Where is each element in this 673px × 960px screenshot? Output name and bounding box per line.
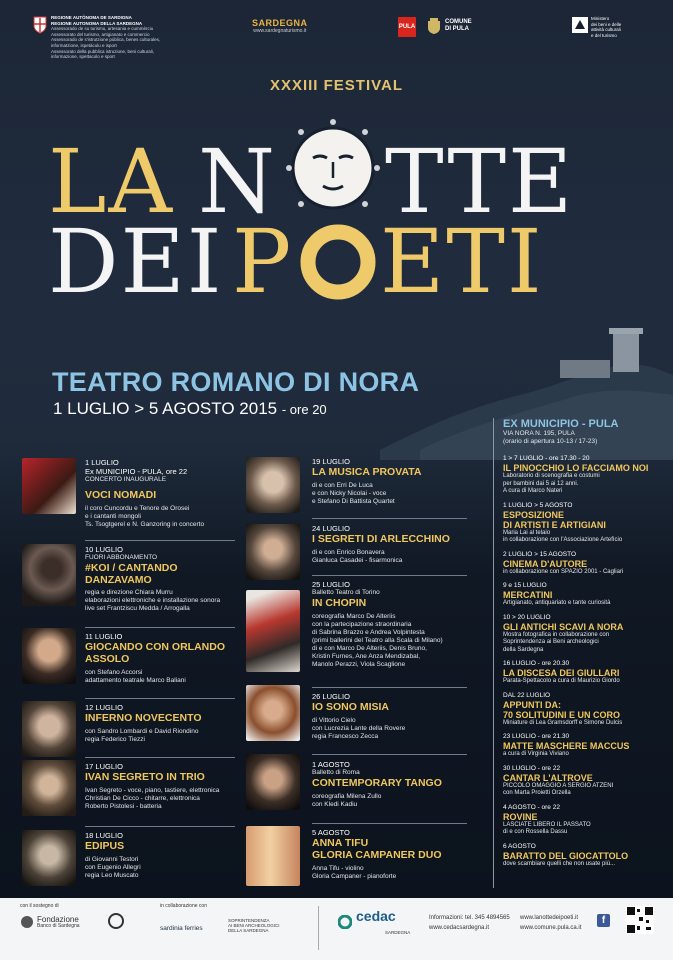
right-event-title: ROVINE: [503, 811, 538, 822]
right-event-title: GLI ANTICHI SCAVI A NORA: [503, 621, 624, 632]
right-event-title: 70 SOLITUDINI E UN CORO: [503, 709, 621, 720]
event-detail: Kristin Furnes, Ane Anza Mendizabal,: [312, 653, 421, 660]
right-event-detail: per bambini dai 5 ai 12 anni.: [503, 480, 579, 487]
event-title: IN CHOPIN: [312, 597, 367, 609]
region-line: Assessorado de su turismu, artesania e cummèrciu: [51, 26, 154, 32]
event-title: I SEGRETI DI ARLECCHINO: [312, 533, 450, 545]
divider: [312, 518, 467, 519]
right-event-detail: in collaborazione con SPAZIO 2001 - Cagliari: [503, 568, 624, 575]
right-event-date: 1 > 7 LUGLIO - ore 17.30 - 20: [503, 455, 590, 462]
event-date: 1 AGOSTO: [312, 760, 350, 769]
event-detail: il coro Cuncordu e Tenore de Orosei: [85, 505, 190, 512]
event-title: DANZAVAMO: [85, 574, 152, 586]
info-phone: Informazioni: tel. 345 4894565: [429, 915, 510, 921]
ministero-line: e del turismo: [591, 32, 617, 38]
event-photo: [22, 628, 76, 684]
event-photo: [246, 754, 300, 810]
right-event-detail: di e con Rossella Dassu: [503, 829, 568, 835]
right-event-title: IL PINOCCHIO LO FACCIAMO NOI: [503, 463, 649, 473]
event-date: 5 AGOSTO: [312, 828, 350, 837]
event-detail: regia Francesco Zecca: [312, 733, 379, 740]
sardegna-url: www.sardegnaturismo.it: [253, 28, 307, 34]
event-detail: di e con Erri De Luca: [312, 482, 373, 489]
right-event: [503, 455, 663, 496]
footer-sponsors: [0, 898, 673, 960]
right-event-detail: della Sardegna: [503, 646, 544, 653]
right-event-title: ESPOSIZIONE: [503, 509, 565, 520]
event-detail: regia Leo Muscato: [85, 872, 139, 879]
moon-face-icon: [283, 118, 383, 218]
event-date: 18 LUGLIO: [85, 831, 123, 840]
right-event-title: CINEMA D'AUTORE: [503, 558, 588, 569]
event-date: 26 LUGLIO: [312, 692, 350, 701]
title-notte-tte: TTE: [385, 130, 575, 233]
right-event: [503, 843, 663, 869]
divider: [85, 627, 235, 628]
right-items-list: [503, 455, 663, 874]
event-detail: di Giovanni Testori: [85, 856, 139, 863]
right-event-detail: LASCIATE LIBERO IL PASSATO: [503, 821, 591, 828]
right-event-title: APPUNTI DA:: [503, 699, 561, 710]
region-line: Assessorado de s'istrutzione pùblica, benes culturales,: [51, 37, 161, 43]
event-date: 17 LUGLIO: [85, 762, 123, 771]
event-tag: Balletto di Roma: [312, 769, 360, 776]
region-line: informazione, spettacolo e sport: [51, 54, 115, 60]
event-title: IO SONO MISIA: [312, 701, 390, 713]
collab-label: in collaborazione con: [160, 903, 207, 909]
right-event: [503, 582, 663, 608]
sardinia-ferries-logo: sardinia ferries: [160, 925, 203, 932]
right-event-date: 6 AGOSTO: [503, 842, 536, 850]
region-line: Assessorato del turismo, artigianato e commercio: [51, 31, 150, 37]
title-poeti-p: P: [232, 210, 292, 313]
event-detail: Christian De Cicco - chitarre, elettronica: [85, 795, 200, 802]
event-photo: [22, 458, 76, 514]
right-event-date: 9 e 15 LUGLIO: [503, 582, 547, 589]
right-event-title: DI ARTISTI E ARTIGIANI: [503, 519, 606, 530]
event-title: IVAN SEGRETO IN TRIO: [85, 771, 205, 783]
ministero-line: attività culturali: [591, 27, 621, 33]
event-photo: [246, 685, 300, 741]
title-dei: DEI: [48, 210, 224, 313]
title-poeti-eti: ETI: [380, 210, 544, 313]
right-event-date: 23 LUGLIO - ore 21.30: [503, 733, 570, 740]
fondazione-line: Banco di Sardegna: [37, 923, 80, 929]
right-event: [503, 502, 663, 545]
event-detail: Roberto Pistolesi - batteria: [85, 803, 162, 810]
right-event: [503, 692, 663, 728]
right-event-detail: Maria Lai al telaio: [503, 529, 551, 536]
right-event-title: CANTAR L'ALTROVE: [503, 772, 593, 783]
event-detail: con la partecipazione straordinaria: [312, 621, 412, 628]
event-title: VOCI NOMADI: [85, 489, 157, 501]
event-date: 25 LUGLIO: [312, 580, 350, 589]
event-title: INFERNO NOVECENTO: [85, 712, 202, 724]
event-detail: di e con Enrico Bonavera: [312, 549, 385, 556]
right-event-date: 16 LUGLIO - ore 20.30: [503, 660, 570, 667]
ex-municipio-program: [503, 418, 663, 445]
event-photo: [246, 524, 300, 580]
festival-dates: [53, 399, 327, 419]
event-detail: regia Federico Tiezzi: [85, 736, 145, 743]
right-event: [503, 551, 663, 577]
right-event-date: 4 AGOSTO - ore 22: [503, 803, 560, 811]
ministero-line: Ministero: [591, 16, 610, 21]
right-event-title: LA DISCESA DEI GIULLARI: [503, 668, 620, 678]
fondazione-logo-icon: [20, 915, 34, 929]
right-address: (orario di apertura 10-13 / 17-23): [503, 437, 598, 445]
ministero-logo-icon: [572, 17, 588, 33]
event-detail: live set Frantziscu Medda / Arrogalla: [85, 605, 190, 612]
event-detail: con Eugenio Allegri: [85, 864, 141, 871]
soprintendenza-line: SOPRINTENDENZA: [228, 918, 270, 923]
qr-code-icon: [626, 906, 654, 934]
event-detail: con Kledi Kadiu: [312, 801, 358, 808]
region-line: REGIONE AUTONOMA DELLA SARDEGNA: [51, 20, 143, 26]
right-event-detail: Laboratorio di scenografia e costumi: [503, 473, 600, 479]
comune-website[interactable]: www.comune.pula.ca.it: [520, 925, 582, 931]
fondazione-name: [37, 916, 80, 930]
event-photo: [246, 826, 300, 886]
event-detail: elaborazioni elettroniche e installazione sonora: [85, 597, 221, 604]
right-event-detail: con Marta Proietti Orzella: [503, 790, 571, 796]
event-title: CONTEMPORARY TANGO: [312, 777, 442, 789]
event-detail: coreografia Milena Zullo: [312, 793, 382, 800]
event-detail: adattamento teatrale Marco Baliani: [85, 677, 186, 684]
event-tag: FUORI ABBONAMENTO: [85, 554, 158, 561]
date-time: - ore 20: [281, 402, 327, 417]
event-detail: Manolo Perazzi, Viola Scaglione: [312, 661, 406, 668]
title-la: LA: [48, 130, 174, 233]
divider: [85, 698, 235, 699]
event-detail: Anna Tifu - violino: [312, 865, 364, 872]
region-text: [51, 15, 191, 60]
region-line: informatzione, ispetàculu e isport: [51, 42, 117, 48]
date-range: 1 LUGLIO > 5 AGOSTO 2015: [53, 399, 278, 418]
event-detail: con Stefano Accorsi: [85, 669, 143, 676]
footer-divider: [318, 906, 319, 950]
event-detail: con Sandro Lombardi e David Riondino: [85, 728, 199, 735]
right-event-detail: PICCOLO OMAGGIO A SERGIO ATZENI: [503, 782, 614, 789]
title-notte-n: N: [198, 130, 275, 233]
event-title: ANNA TIFU: [312, 837, 369, 849]
facebook-icon[interactable]: f: [597, 914, 610, 927]
right-event-detail: Parata-Spettacolo a cura di Maurizio Giordo: [503, 678, 620, 684]
fondazione-line: Fondazione: [37, 915, 79, 924]
divider: [85, 757, 235, 758]
support-label: con il sostegno di: [20, 903, 59, 909]
region-line: REGIONE AUTÒNOMA DE SARDIGNA: [51, 15, 132, 20]
event-detail: con Lucrezia Lante della Rovere: [312, 725, 406, 732]
comune-label: [445, 19, 472, 33]
event-photo: [22, 701, 76, 757]
event-photo: [22, 544, 76, 606]
event-date: 1 LUGLIO: [85, 458, 119, 467]
festival-edition: XXXIII FESTIVAL: [269, 77, 404, 94]
divider: [312, 754, 467, 755]
right-event-date: 2 LUGLIO > 15 AGOSTO: [503, 550, 577, 558]
right-event-date: 1 LUGLIO > 5 AGOSTO: [503, 501, 573, 509]
comune-line: COMUNE: [445, 19, 472, 25]
sardegna-logo: [252, 18, 308, 34]
event-tag: CONCERTO INAUGURALE: [85, 476, 167, 483]
right-event-title: MERCATINI: [503, 590, 553, 600]
soprintendenza-logo: [228, 918, 280, 933]
event-detail: di e con Marco De Alteriis, Denis Bruno,: [312, 645, 427, 652]
event-title: EDIPUS: [85, 840, 125, 852]
right-event: [503, 733, 663, 759]
sponsor-header: [0, 0, 673, 60]
right-event: [503, 765, 663, 798]
event-title: LA MUSICA PROVATA: [312, 466, 422, 478]
event-tag: Balletto Teatro di Torino: [312, 589, 380, 596]
soprintendenza-line: DELLA SARDEGNA: [228, 928, 269, 933]
right-event-title: MATTE MASCHERE MACCUS: [503, 741, 630, 751]
title-o-ring-icon: [298, 222, 378, 302]
event-detail: coreografia Marco De Alteriis: [312, 613, 396, 620]
event-venue: Ex MUNICIPIO - PULA, ore 22: [85, 467, 188, 476]
right-event-date: DAL 22 LUGLIO: [503, 691, 551, 699]
event-detail: (primi ballerini del Teatro alla Scala di Milano): [312, 637, 443, 644]
divider: [312, 687, 467, 688]
event-title: ASSOLO: [85, 653, 130, 665]
region-crest-icon: [33, 16, 47, 34]
venue-title: TEATRO ROMANO DI NORA: [52, 367, 420, 397]
divider: [312, 823, 467, 824]
cedac-name: cedac: [356, 908, 396, 924]
event-photo: [246, 590, 300, 672]
right-event-detail: Soprintendenza ai Beni archeologici: [503, 639, 599, 645]
comune-line: DI PULA: [445, 26, 469, 32]
event-photo: [22, 830, 76, 886]
divider: [312, 575, 467, 576]
event-title: #KOI / CANTANDO: [85, 562, 178, 574]
event-photo: [22, 760, 76, 816]
event-title: GLORIA CAMPANER DUO: [312, 849, 442, 861]
event-detail: Ts. Tsogtgerel e N. Ganzoring in concerto: [85, 521, 205, 528]
divider: [85, 540, 235, 541]
divider: [85, 826, 235, 827]
cedac-logo-icon: [338, 915, 352, 929]
event-detail: di Vittorio Cielo: [312, 717, 356, 724]
sardegna-brand: SARDEGNA: [252, 18, 308, 28]
ministero-line: dei beni e delle: [591, 21, 622, 27]
cedac-website: www.cedacsardegna.it: [429, 925, 490, 931]
right-event: [503, 614, 663, 655]
event-date: 19 LUGLIO: [312, 457, 350, 466]
right-event-detail: Artigianato, antiquariato e tante curiosità: [503, 600, 611, 606]
right-event-date: 30 LUGLIO - ore 22: [503, 764, 561, 772]
right-venue: EX MUNICIPIO - PULA: [503, 418, 619, 430]
event-date: 12 LUGLIO: [85, 703, 123, 712]
pula-logo: PULA: [398, 17, 416, 37]
right-event: [503, 660, 663, 686]
event-detail: Gianluca Casadei - fisarmonica: [312, 557, 403, 564]
event-photo: [246, 457, 300, 513]
seal-logo-icon: [107, 912, 125, 934]
event-date: 10 LUGLIO: [85, 545, 123, 554]
ministero-text: [591, 16, 661, 38]
event-detail: Ivan Segreto - voce, piano, tastiere, elettronica: [85, 787, 220, 794]
event-detail: e con Nicky Nicolai - voce: [312, 490, 387, 497]
event-detail: e Stefano Di Battista Quartet: [312, 498, 395, 505]
right-event-date: 10 > 20 LUGLIO: [503, 613, 551, 621]
right-event-detail: in collaborazione con l'Associazione Artefìcio: [503, 537, 623, 543]
right-event-detail: a cura di Virginia Viviano: [503, 751, 569, 757]
right-event-detail: Miniature di Lea Gramsdorff e Simone Dulcis: [503, 719, 623, 726]
event-detail: di Sabrina Brazzo e Andrea Volpintesta: [312, 629, 425, 636]
soprintendenza-line: AI BENI ARCHEOLOGICI: [228, 923, 280, 928]
event-detail: Gloria Campaner - pianoforte: [312, 873, 397, 880]
right-event-detail: Mostra fotografica in collaborazione con: [503, 631, 610, 638]
comune-crest-icon: [427, 17, 441, 35]
right-event-detail: A cura di Marco Nateri: [503, 488, 563, 494]
column-divider: [493, 418, 494, 888]
right-event-title: BARATTO DEL GIOCATTOLO: [503, 850, 629, 861]
event-date: 11 LUGLIO: [85, 632, 123, 641]
right-event-detail: dove scambiare quelli che non usate più...: [503, 860, 616, 867]
right-event: [503, 804, 663, 837]
festival-website[interactable]: www.lanottedeipoeti.it: [520, 915, 579, 921]
event-title: GIOCANDO CON ORLANDO: [85, 641, 225, 653]
cedac-sub: SARDEGNA: [385, 930, 411, 935]
region-line: Assessorato della pubblica istruzione, beni culturali,: [51, 48, 155, 54]
right-address: VIA NORA N. 195, PULA: [503, 430, 575, 437]
event-detail: regia e direzione Chiara Murru: [85, 589, 173, 596]
event-detail: e i cantanti mongoli: [85, 513, 142, 520]
event-date: 24 LUGLIO: [312, 524, 350, 533]
